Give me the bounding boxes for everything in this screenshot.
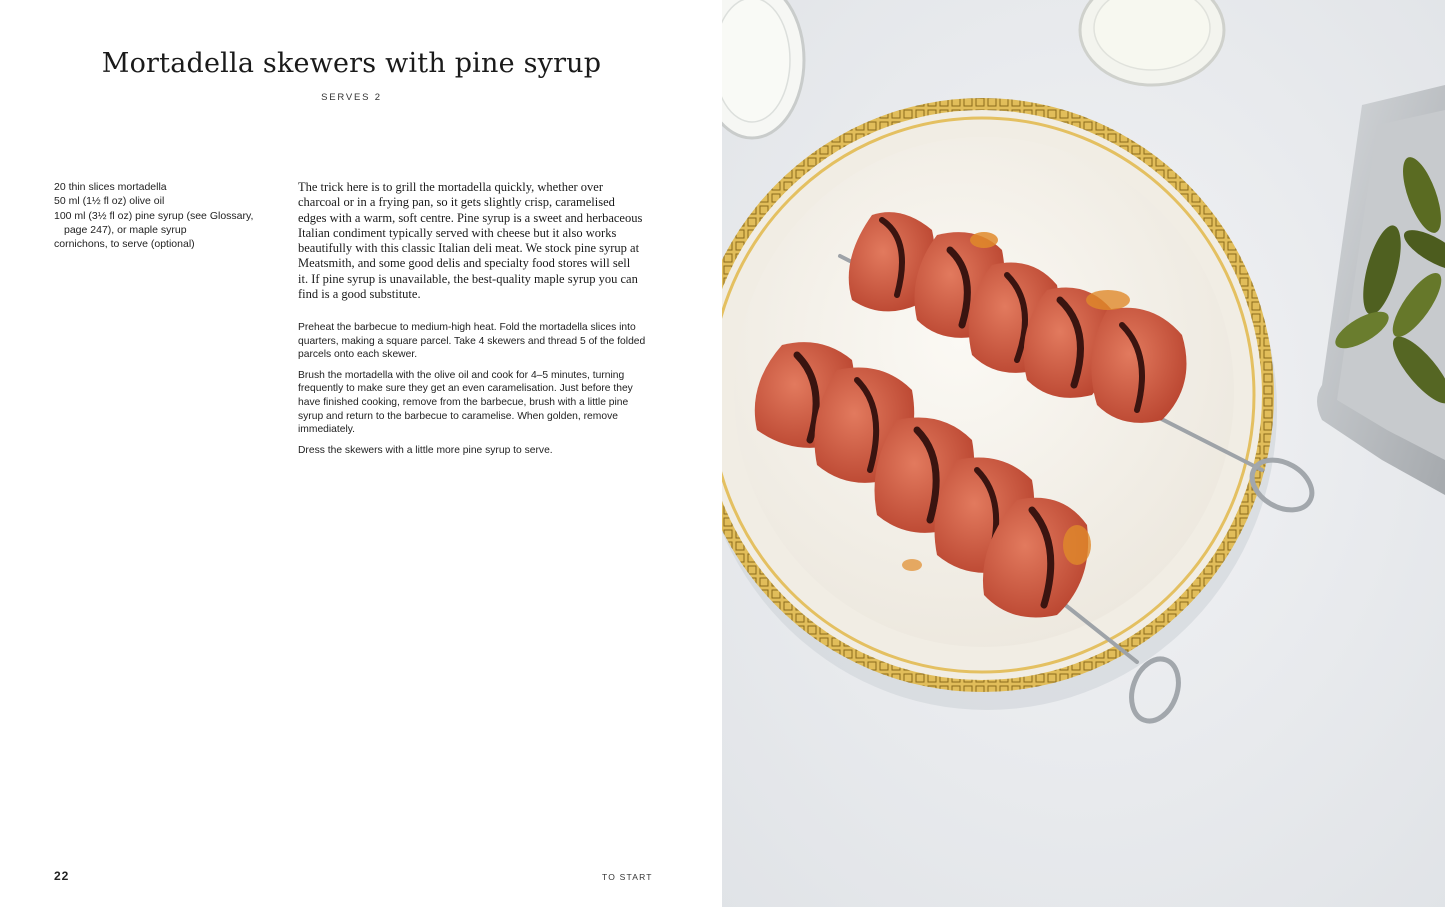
page-number: 22 (54, 869, 70, 883)
method-steps (298, 321, 646, 464)
recipe-title: Mortadella skewers with pine syrup (101, 48, 602, 79)
serves-label: SERVES 2 (321, 92, 382, 103)
ingredient-item: 50 ml (1½ fl oz) olive oil (54, 195, 165, 208)
method-step: Dress the skewers with a little more pine syrup to serve. (298, 444, 553, 456)
ingredient-item: 100 ml (3½ fl oz) pine syrup (see Glossary, page 247), or maple syrup (54, 209, 254, 236)
ingredient-list (54, 180, 264, 251)
method-step: Preheat the barbecue to medium-high heat. Fold the mortadella slices into quarters, making a square parcel. Take 4 skewers and thread 5 of the folded parcels onto each skewer. (298, 322, 646, 361)
food-photo-illustration (722, 0, 1445, 907)
method-step: Brush the mortadella with the olive oil and cook for 4–5 minutes, turning frequently to make sure they get an even caramelisation. Just before they have finished cooking, remove from the barbecue, brush with a little pine syrup and return to the barbecue to caramelise. When golden, remove immediately. (298, 369, 633, 436)
recipe-photo (722, 0, 1445, 907)
recipe-page (0, 0, 722, 907)
ingredient-item: 20 thin slices mortadella (54, 181, 167, 193)
section-name: TO START (602, 872, 653, 882)
recipe-intro: The trick here is to grill the mortadella quickly, whether over charcoal or in a frying pan, so it gets slightly crisp, caramelised edges with a warm, soft centre. Pine syrup is a sweet and herbaceous Italian condiment typically served with cheese but it also works beautifully with this classic Italian deli meat. We stock pine syrup at Meatsmith, and some good delis and specialty food stores will sell it. If pine syrup is unavailable, the best-quality maple syrup you can find is a good substitute. (298, 180, 643, 302)
ingredient-item: cornichons, to serve (optional) (54, 238, 195, 251)
